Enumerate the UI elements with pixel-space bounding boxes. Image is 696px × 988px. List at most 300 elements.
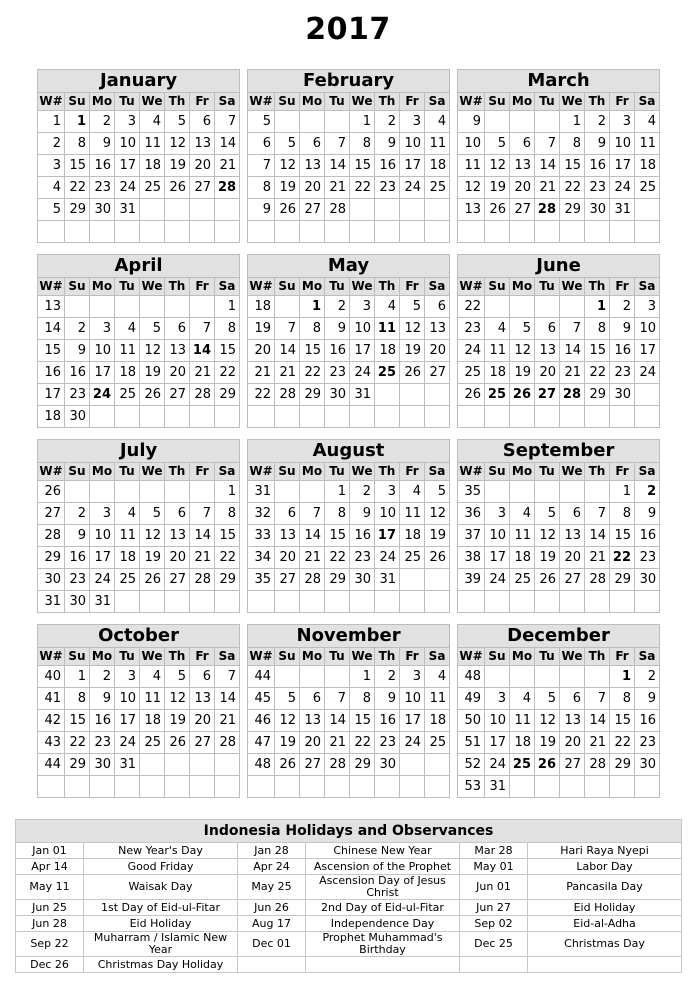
week-number: 15 bbox=[38, 340, 65, 362]
weekday-header: W# bbox=[248, 648, 275, 666]
week-number: 1 bbox=[38, 111, 65, 133]
day-cell: 18 bbox=[510, 732, 535, 754]
day-cell: 10 bbox=[635, 318, 660, 340]
day-cell: 20 bbox=[425, 340, 450, 362]
day-cell: 30 bbox=[90, 199, 115, 221]
day-cell bbox=[375, 406, 400, 428]
week-number bbox=[458, 406, 485, 428]
week-row bbox=[248, 776, 450, 798]
day-cell: 24 bbox=[375, 547, 400, 569]
holiday-date: Jun 01 bbox=[460, 875, 528, 900]
day-cell: 3 bbox=[485, 503, 510, 525]
day-cell bbox=[350, 776, 375, 798]
day-cell: 24 bbox=[90, 384, 115, 406]
day-cell: 27 bbox=[510, 199, 535, 221]
week-number: 33 bbox=[248, 525, 275, 547]
weekday-header: Th bbox=[375, 93, 400, 111]
week-row bbox=[458, 481, 660, 503]
day-cell: 14 bbox=[325, 155, 350, 177]
week-row bbox=[248, 384, 450, 406]
week-number: 35 bbox=[248, 569, 275, 591]
holiday-name: Ascension of the Prophet bbox=[306, 859, 460, 875]
weekday-header: Fr bbox=[610, 93, 635, 111]
day-cell: 29 bbox=[65, 199, 90, 221]
month-name: June bbox=[458, 255, 660, 278]
day-cell: 29 bbox=[610, 754, 635, 776]
weekday-header: Sa bbox=[215, 648, 240, 666]
week-number: 32 bbox=[248, 503, 275, 525]
day-cell: 2 bbox=[65, 318, 90, 340]
week-number: 16 bbox=[38, 362, 65, 384]
day-cell bbox=[375, 221, 400, 243]
weekday-header: W# bbox=[38, 278, 65, 296]
day-cell: 10 bbox=[350, 318, 375, 340]
day-cell: 29 bbox=[560, 199, 585, 221]
day-cell: 4 bbox=[140, 111, 165, 133]
week-row bbox=[38, 754, 240, 776]
day-cell: 26 bbox=[275, 754, 300, 776]
day-cell: 21 bbox=[585, 732, 610, 754]
week-row bbox=[38, 710, 240, 732]
day-cell: 15 bbox=[325, 525, 350, 547]
week-row bbox=[38, 199, 240, 221]
weekday-header: Fr bbox=[400, 463, 425, 481]
holiday-name: Christmas Day Holiday bbox=[84, 957, 238, 973]
week-row bbox=[38, 406, 240, 428]
week-row bbox=[38, 776, 240, 798]
week-row bbox=[458, 340, 660, 362]
day-cell: 7 bbox=[190, 503, 215, 525]
day-cell: 15 bbox=[350, 710, 375, 732]
holiday-name: Pancasila Day bbox=[528, 875, 682, 900]
day-cell: 17 bbox=[635, 340, 660, 362]
day-cell bbox=[275, 406, 300, 428]
week-number: 13 bbox=[458, 199, 485, 221]
day-cell bbox=[300, 591, 325, 613]
week-row bbox=[38, 503, 240, 525]
day-cell: 19 bbox=[165, 710, 190, 732]
day-cell bbox=[165, 221, 190, 243]
month-name: October bbox=[38, 625, 240, 648]
day-cell bbox=[585, 481, 610, 503]
holiday-name bbox=[528, 957, 682, 973]
day-cell: 6 bbox=[425, 296, 450, 318]
week-row bbox=[248, 591, 450, 613]
day-cell: 12 bbox=[485, 155, 510, 177]
day-cell bbox=[90, 776, 115, 798]
day-cell: 1 bbox=[65, 111, 90, 133]
weekday-header: Tu bbox=[325, 463, 350, 481]
day-cell: 24 bbox=[90, 569, 115, 591]
week-number: 23 bbox=[458, 318, 485, 340]
day-cell: 24 bbox=[350, 362, 375, 384]
holiday-row bbox=[16, 900, 682, 916]
holiday-date: Dec 26 bbox=[16, 957, 84, 973]
day-cell: 11 bbox=[635, 133, 660, 155]
day-cell: 5 bbox=[425, 481, 450, 503]
week-number: 40 bbox=[38, 666, 65, 688]
day-cell: 14 bbox=[190, 340, 215, 362]
week-number: 6 bbox=[248, 133, 275, 155]
day-cell: 2 bbox=[375, 111, 400, 133]
weekday-header: Tu bbox=[115, 278, 140, 296]
day-cell: 31 bbox=[115, 754, 140, 776]
day-cell bbox=[190, 591, 215, 613]
day-cell: 21 bbox=[215, 710, 240, 732]
month-december bbox=[457, 624, 660, 798]
day-cell: 30 bbox=[585, 199, 610, 221]
day-cell: 7 bbox=[585, 688, 610, 710]
day-cell: 28 bbox=[215, 177, 240, 199]
holiday-name: Good Friday bbox=[84, 859, 238, 875]
month-june bbox=[457, 254, 660, 428]
day-cell bbox=[400, 569, 425, 591]
day-cell: 21 bbox=[585, 547, 610, 569]
day-cell: 22 bbox=[325, 547, 350, 569]
day-cell: 26 bbox=[400, 362, 425, 384]
day-cell: 17 bbox=[400, 155, 425, 177]
day-cell: 4 bbox=[115, 318, 140, 340]
week-row bbox=[458, 710, 660, 732]
day-cell: 29 bbox=[585, 384, 610, 406]
day-cell: 5 bbox=[275, 133, 300, 155]
day-cell bbox=[585, 221, 610, 243]
day-cell: 22 bbox=[610, 547, 635, 569]
day-cell: 4 bbox=[400, 481, 425, 503]
weekday-header: W# bbox=[248, 93, 275, 111]
week-row bbox=[248, 732, 450, 754]
day-cell: 7 bbox=[325, 133, 350, 155]
holiday-row bbox=[16, 859, 682, 875]
week-row bbox=[458, 318, 660, 340]
day-cell: 24 bbox=[635, 362, 660, 384]
holidays-table bbox=[15, 819, 682, 973]
day-cell: 30 bbox=[635, 569, 660, 591]
day-cell: 12 bbox=[275, 710, 300, 732]
week-row bbox=[38, 688, 240, 710]
day-cell bbox=[140, 296, 165, 318]
day-cell: 9 bbox=[90, 688, 115, 710]
week-row bbox=[248, 406, 450, 428]
day-cell bbox=[610, 591, 635, 613]
week-row bbox=[38, 111, 240, 133]
day-cell bbox=[165, 754, 190, 776]
day-cell bbox=[535, 221, 560, 243]
day-cell: 8 bbox=[215, 503, 240, 525]
day-cell: 6 bbox=[560, 688, 585, 710]
day-cell: 14 bbox=[585, 710, 610, 732]
day-cell: 23 bbox=[375, 177, 400, 199]
day-cell: 16 bbox=[585, 155, 610, 177]
day-cell: 26 bbox=[165, 177, 190, 199]
month-name: August bbox=[248, 440, 450, 463]
day-cell: 7 bbox=[300, 503, 325, 525]
week-row bbox=[458, 776, 660, 798]
day-cell: 5 bbox=[140, 503, 165, 525]
day-cell bbox=[350, 199, 375, 221]
week-row bbox=[458, 754, 660, 776]
day-cell: 19 bbox=[275, 732, 300, 754]
weekday-header: W# bbox=[38, 463, 65, 481]
day-cell: 5 bbox=[165, 111, 190, 133]
day-cell bbox=[510, 221, 535, 243]
weekday-header: Sa bbox=[635, 648, 660, 666]
day-cell bbox=[350, 591, 375, 613]
weekday-header: Tu bbox=[535, 648, 560, 666]
day-cell: 25 bbox=[115, 384, 140, 406]
day-cell: 23 bbox=[635, 547, 660, 569]
week-row bbox=[458, 569, 660, 591]
weekday-header: Fr bbox=[190, 648, 215, 666]
day-cell: 13 bbox=[560, 525, 585, 547]
day-cell bbox=[325, 776, 350, 798]
day-cell: 4 bbox=[510, 503, 535, 525]
weekday-header: We bbox=[140, 93, 165, 111]
holiday-date: Jun 26 bbox=[238, 900, 306, 916]
week-number: 51 bbox=[458, 732, 485, 754]
day-cell: 16 bbox=[610, 340, 635, 362]
weekday-header: Sa bbox=[635, 463, 660, 481]
month-name: July bbox=[38, 440, 240, 463]
day-cell bbox=[560, 591, 585, 613]
holiday-date bbox=[460, 957, 528, 973]
week-number: 53 bbox=[458, 776, 485, 798]
day-cell bbox=[400, 199, 425, 221]
weekday-header: Su bbox=[485, 93, 510, 111]
day-cell: 11 bbox=[115, 340, 140, 362]
day-cell: 28 bbox=[560, 384, 585, 406]
day-cell: 2 bbox=[375, 666, 400, 688]
day-cell: 20 bbox=[300, 177, 325, 199]
day-cell bbox=[165, 406, 190, 428]
week-number: 18 bbox=[38, 406, 65, 428]
weekday-header: Fr bbox=[610, 463, 635, 481]
day-cell: 31 bbox=[610, 199, 635, 221]
week-number: 48 bbox=[248, 754, 275, 776]
week-row bbox=[248, 221, 450, 243]
day-cell: 23 bbox=[90, 177, 115, 199]
day-cell: 3 bbox=[400, 666, 425, 688]
weekday-header: W# bbox=[458, 93, 485, 111]
weekday-header: We bbox=[140, 278, 165, 296]
day-cell: 13 bbox=[510, 155, 535, 177]
weekday-header: Tu bbox=[115, 93, 140, 111]
day-cell: 8 bbox=[65, 688, 90, 710]
weekday-header: Th bbox=[165, 278, 190, 296]
day-cell: 24 bbox=[485, 754, 510, 776]
weekday-header: Sa bbox=[635, 278, 660, 296]
week-number: 25 bbox=[458, 362, 485, 384]
day-cell: 17 bbox=[90, 547, 115, 569]
day-cell: 25 bbox=[115, 569, 140, 591]
day-cell: 23 bbox=[325, 362, 350, 384]
day-cell: 15 bbox=[300, 340, 325, 362]
day-cell: 16 bbox=[65, 362, 90, 384]
day-cell bbox=[140, 406, 165, 428]
day-cell: 21 bbox=[215, 155, 240, 177]
day-cell: 1 bbox=[610, 666, 635, 688]
month-may bbox=[247, 254, 450, 428]
weekday-header: Mo bbox=[300, 278, 325, 296]
day-cell bbox=[400, 406, 425, 428]
day-cell: 30 bbox=[375, 754, 400, 776]
day-cell bbox=[300, 666, 325, 688]
holiday-date: Dec 01 bbox=[238, 932, 306, 957]
day-cell: 9 bbox=[90, 133, 115, 155]
week-row bbox=[38, 591, 240, 613]
day-cell: 5 bbox=[140, 318, 165, 340]
day-cell: 6 bbox=[535, 318, 560, 340]
week-number: 9 bbox=[248, 199, 275, 221]
month-april bbox=[37, 254, 240, 428]
day-cell: 28 bbox=[215, 732, 240, 754]
week-number: 9 bbox=[458, 111, 485, 133]
weekday-header: Mo bbox=[300, 463, 325, 481]
holiday-name: Eid-al-Adha bbox=[528, 916, 682, 932]
day-cell: 7 bbox=[560, 318, 585, 340]
day-cell: 13 bbox=[165, 525, 190, 547]
week-row bbox=[248, 362, 450, 384]
month-november bbox=[247, 624, 450, 798]
weekday-header: We bbox=[350, 278, 375, 296]
day-cell: 9 bbox=[350, 503, 375, 525]
day-cell bbox=[190, 199, 215, 221]
weekday-header: Sa bbox=[425, 463, 450, 481]
weekday-header: Su bbox=[65, 648, 90, 666]
weekday-header: We bbox=[350, 93, 375, 111]
day-cell: 27 bbox=[560, 569, 585, 591]
day-cell: 19 bbox=[140, 362, 165, 384]
weekday-header: Fr bbox=[400, 93, 425, 111]
month-january bbox=[37, 69, 240, 243]
holiday-date: Sep 02 bbox=[460, 916, 528, 932]
day-cell: 26 bbox=[485, 199, 510, 221]
day-cell bbox=[510, 591, 535, 613]
weekday-header: Tu bbox=[325, 93, 350, 111]
day-cell bbox=[425, 406, 450, 428]
day-cell: 16 bbox=[90, 155, 115, 177]
day-cell bbox=[325, 406, 350, 428]
day-cell: 10 bbox=[485, 525, 510, 547]
week-row bbox=[458, 666, 660, 688]
day-cell bbox=[190, 776, 215, 798]
day-cell: 12 bbox=[535, 710, 560, 732]
day-cell: 8 bbox=[300, 318, 325, 340]
weekday-header: Mo bbox=[90, 93, 115, 111]
week-row bbox=[38, 384, 240, 406]
day-cell: 30 bbox=[65, 406, 90, 428]
week-row bbox=[38, 732, 240, 754]
day-cell: 6 bbox=[165, 503, 190, 525]
day-cell: 31 bbox=[115, 199, 140, 221]
day-cell: 1 bbox=[300, 296, 325, 318]
week-number: 44 bbox=[38, 754, 65, 776]
day-cell: 22 bbox=[350, 177, 375, 199]
day-cell: 27 bbox=[425, 362, 450, 384]
weekday-header: Su bbox=[275, 463, 300, 481]
holiday-date: May 11 bbox=[16, 875, 84, 900]
day-cell: 20 bbox=[190, 710, 215, 732]
day-cell bbox=[65, 296, 90, 318]
week-row bbox=[248, 296, 450, 318]
day-cell bbox=[610, 221, 635, 243]
weekday-header: Su bbox=[65, 278, 90, 296]
day-cell bbox=[635, 406, 660, 428]
day-cell: 20 bbox=[510, 177, 535, 199]
day-cell bbox=[400, 591, 425, 613]
day-cell: 14 bbox=[300, 525, 325, 547]
day-cell bbox=[165, 776, 190, 798]
day-cell: 11 bbox=[115, 525, 140, 547]
holiday-row bbox=[16, 916, 682, 932]
day-cell bbox=[585, 776, 610, 798]
day-cell: 6 bbox=[510, 133, 535, 155]
day-cell bbox=[585, 406, 610, 428]
day-cell: 22 bbox=[560, 177, 585, 199]
day-cell: 10 bbox=[610, 133, 635, 155]
day-cell bbox=[325, 221, 350, 243]
day-cell: 24 bbox=[400, 177, 425, 199]
day-cell bbox=[375, 776, 400, 798]
holiday-date: May 25 bbox=[238, 875, 306, 900]
day-cell bbox=[510, 406, 535, 428]
day-cell: 19 bbox=[535, 732, 560, 754]
day-cell: 5 bbox=[275, 688, 300, 710]
weekday-header: Th bbox=[585, 648, 610, 666]
day-cell bbox=[510, 111, 535, 133]
week-number: 41 bbox=[38, 688, 65, 710]
day-cell: 27 bbox=[300, 199, 325, 221]
day-cell bbox=[510, 481, 535, 503]
day-cell: 19 bbox=[535, 547, 560, 569]
day-cell: 8 bbox=[610, 503, 635, 525]
day-cell bbox=[510, 776, 535, 798]
holiday-date: Apr 24 bbox=[238, 859, 306, 875]
day-cell: 13 bbox=[190, 133, 215, 155]
week-number: 42 bbox=[38, 710, 65, 732]
day-cell bbox=[325, 666, 350, 688]
day-cell: 21 bbox=[300, 547, 325, 569]
day-cell bbox=[535, 591, 560, 613]
day-cell: 2 bbox=[635, 481, 660, 503]
day-cell: 21 bbox=[325, 732, 350, 754]
day-cell: 11 bbox=[425, 133, 450, 155]
day-cell bbox=[560, 481, 585, 503]
day-cell: 12 bbox=[165, 688, 190, 710]
day-cell: 1 bbox=[610, 481, 635, 503]
day-cell: 21 bbox=[535, 177, 560, 199]
day-cell bbox=[425, 754, 450, 776]
day-cell: 4 bbox=[375, 296, 400, 318]
week-number: 31 bbox=[38, 591, 65, 613]
week-number: 47 bbox=[248, 732, 275, 754]
weekday-header: Fr bbox=[190, 278, 215, 296]
holiday-name: New Year's Day bbox=[84, 843, 238, 859]
day-cell: 14 bbox=[275, 340, 300, 362]
day-cell: 1 bbox=[350, 111, 375, 133]
day-cell: 9 bbox=[610, 318, 635, 340]
day-cell bbox=[90, 481, 115, 503]
holiday-row bbox=[16, 957, 682, 973]
day-cell: 28 bbox=[325, 199, 350, 221]
day-cell: 3 bbox=[90, 318, 115, 340]
weekday-header: We bbox=[560, 648, 585, 666]
day-cell: 13 bbox=[560, 710, 585, 732]
day-cell: 18 bbox=[635, 155, 660, 177]
day-cell bbox=[215, 754, 240, 776]
week-row bbox=[458, 199, 660, 221]
day-cell bbox=[510, 296, 535, 318]
